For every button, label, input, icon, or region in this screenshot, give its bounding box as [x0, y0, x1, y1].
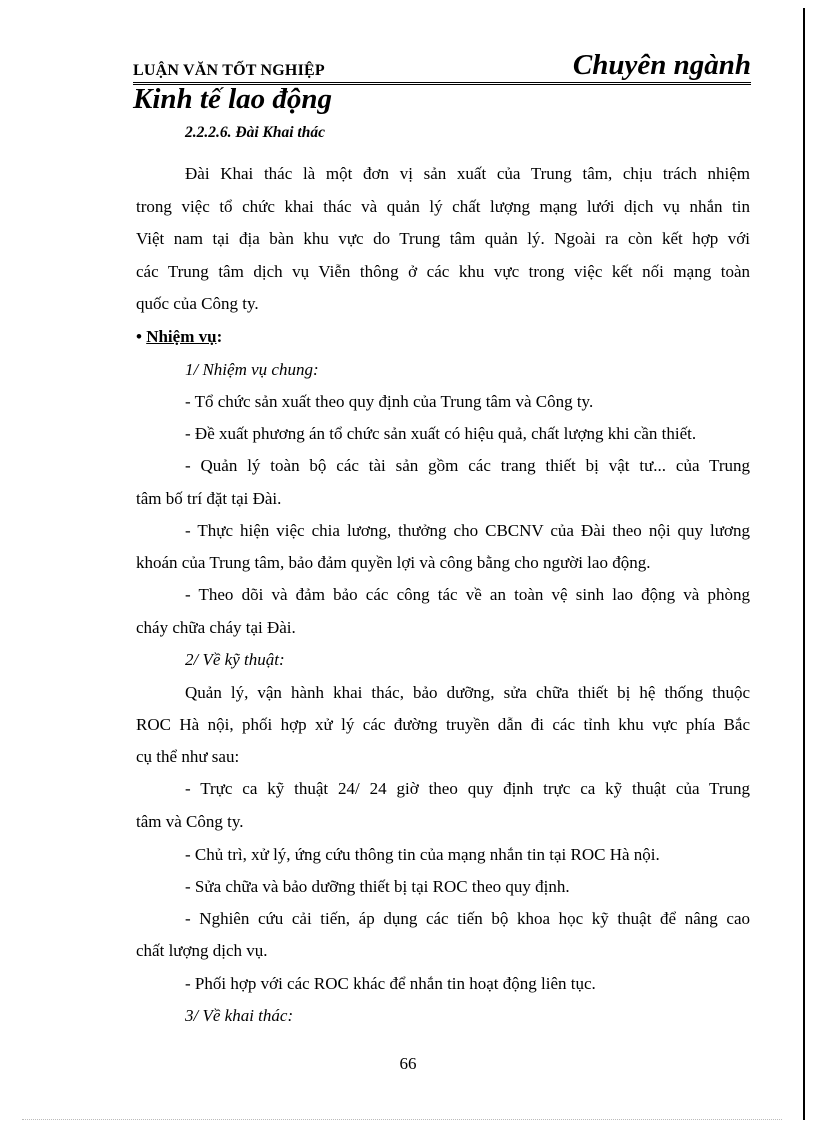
text-line: quốc của Công ty.	[136, 294, 259, 313]
text-line: - Đề xuất phương án tổ chức sản xuất có hiệu quả, chất lượng khi cần thiết.	[185, 424, 697, 443]
text-line: - Quản lý toàn bộ các tài sản gồm các trang thiết bị vật tư... của Trung	[185, 456, 750, 475]
text-line: - Theo dõi và đảm bảo các công tác về an toàn vệ sinh lao động và phòng	[185, 585, 750, 604]
tasks-heading-label: Nhiệm vụ	[146, 327, 217, 346]
text-line: chất lượng dịch vụ.	[136, 941, 268, 960]
page-header	[133, 46, 751, 85]
page-number: 66	[399, 1054, 417, 1073]
subsection-title: 3/ Về khai thác:	[185, 1006, 294, 1025]
header-thesis-label: LUẬN VĂN TỐT NGHIỆP	[133, 62, 325, 79]
subsection-title: 2/ Về kỹ thuật:	[185, 650, 285, 669]
text-line: - Chủ trì, xử lý, ứng cứu thông tin của mạng nhắn tin tại ROC Hà nội.	[185, 845, 660, 864]
text-line: Đài Khai thác là một đơn vị sản xuất của Trung tâm, chịu trách nhiệm	[185, 164, 750, 183]
text-line: - Nghiên cứu cải tiến, áp dụng các tiến bộ khoa học kỹ thuật để nâng cao	[185, 909, 750, 928]
subsection-title: 1/ Nhiệm vụ chung:	[185, 360, 319, 379]
text-line: các Trung tâm dịch vụ Viễn thông ở các khu vực trong việc kết nối mạng toàn	[136, 262, 750, 281]
text-line: - Thực hiện việc chia lương, thưởng cho CBCNV của Đài theo nội quy lương	[185, 521, 750, 540]
text-line: - Phối hợp với các ROC khác để nhắn tin hoạt động liên tục.	[185, 974, 596, 993]
text-line: khoán của Trung tâm, bảo đảm quyền lợi và công bằng cho người lao động.	[136, 553, 651, 572]
text-line: cháy chữa cháy tại Đài.	[136, 618, 296, 637]
text-line: tâm bố trí đặt tại Đài.	[136, 489, 282, 508]
text-line: trong việc tổ chức khai thác và quản lý chất lượng mạng lưới dịch vụ nhắn tin	[136, 197, 750, 216]
text-line: Quản lý, vận hành khai thác, bảo dưỡng, sửa chữa thiết bị hệ thống thuộc	[185, 683, 750, 702]
header-major-label: Chuyên ngành	[572, 49, 751, 81]
text-line: ROC Hà nội, phối hợp xử lý các đường truyền dẫn đi các tỉnh khu vực phía Bắc	[136, 715, 750, 734]
text-line: cụ thể như sau:	[136, 747, 240, 766]
tasks-heading	[136, 327, 750, 347]
section-title: 2.2.2.6. Đài Khai thác	[185, 124, 325, 141]
bullet-icon: •	[136, 327, 142, 346]
header-major-name: Kinh tế lao động	[133, 83, 333, 115]
text-line: - Tổ chức sản xuất theo quy định của Trung tâm và Công ty.	[185, 392, 594, 411]
text-line: tâm và Công ty.	[136, 812, 244, 831]
tasks-heading-colon: :	[216, 327, 223, 346]
page-bottom-border	[22, 1119, 782, 1120]
page-shadow-right	[803, 8, 805, 1120]
text-line: - Sửa chữa và bảo dưỡng thiết bị tại ROC theo quy định.	[185, 877, 570, 896]
text-line: Việt nam tại địa bàn khu vực do Trung tâm quản lý. Ngoài ra còn kết hợp với	[136, 229, 750, 248]
text-line: - Trực ca kỹ thuật 24/ 24 giờ theo quy định trực ca kỹ thuật của Trung	[185, 779, 750, 798]
